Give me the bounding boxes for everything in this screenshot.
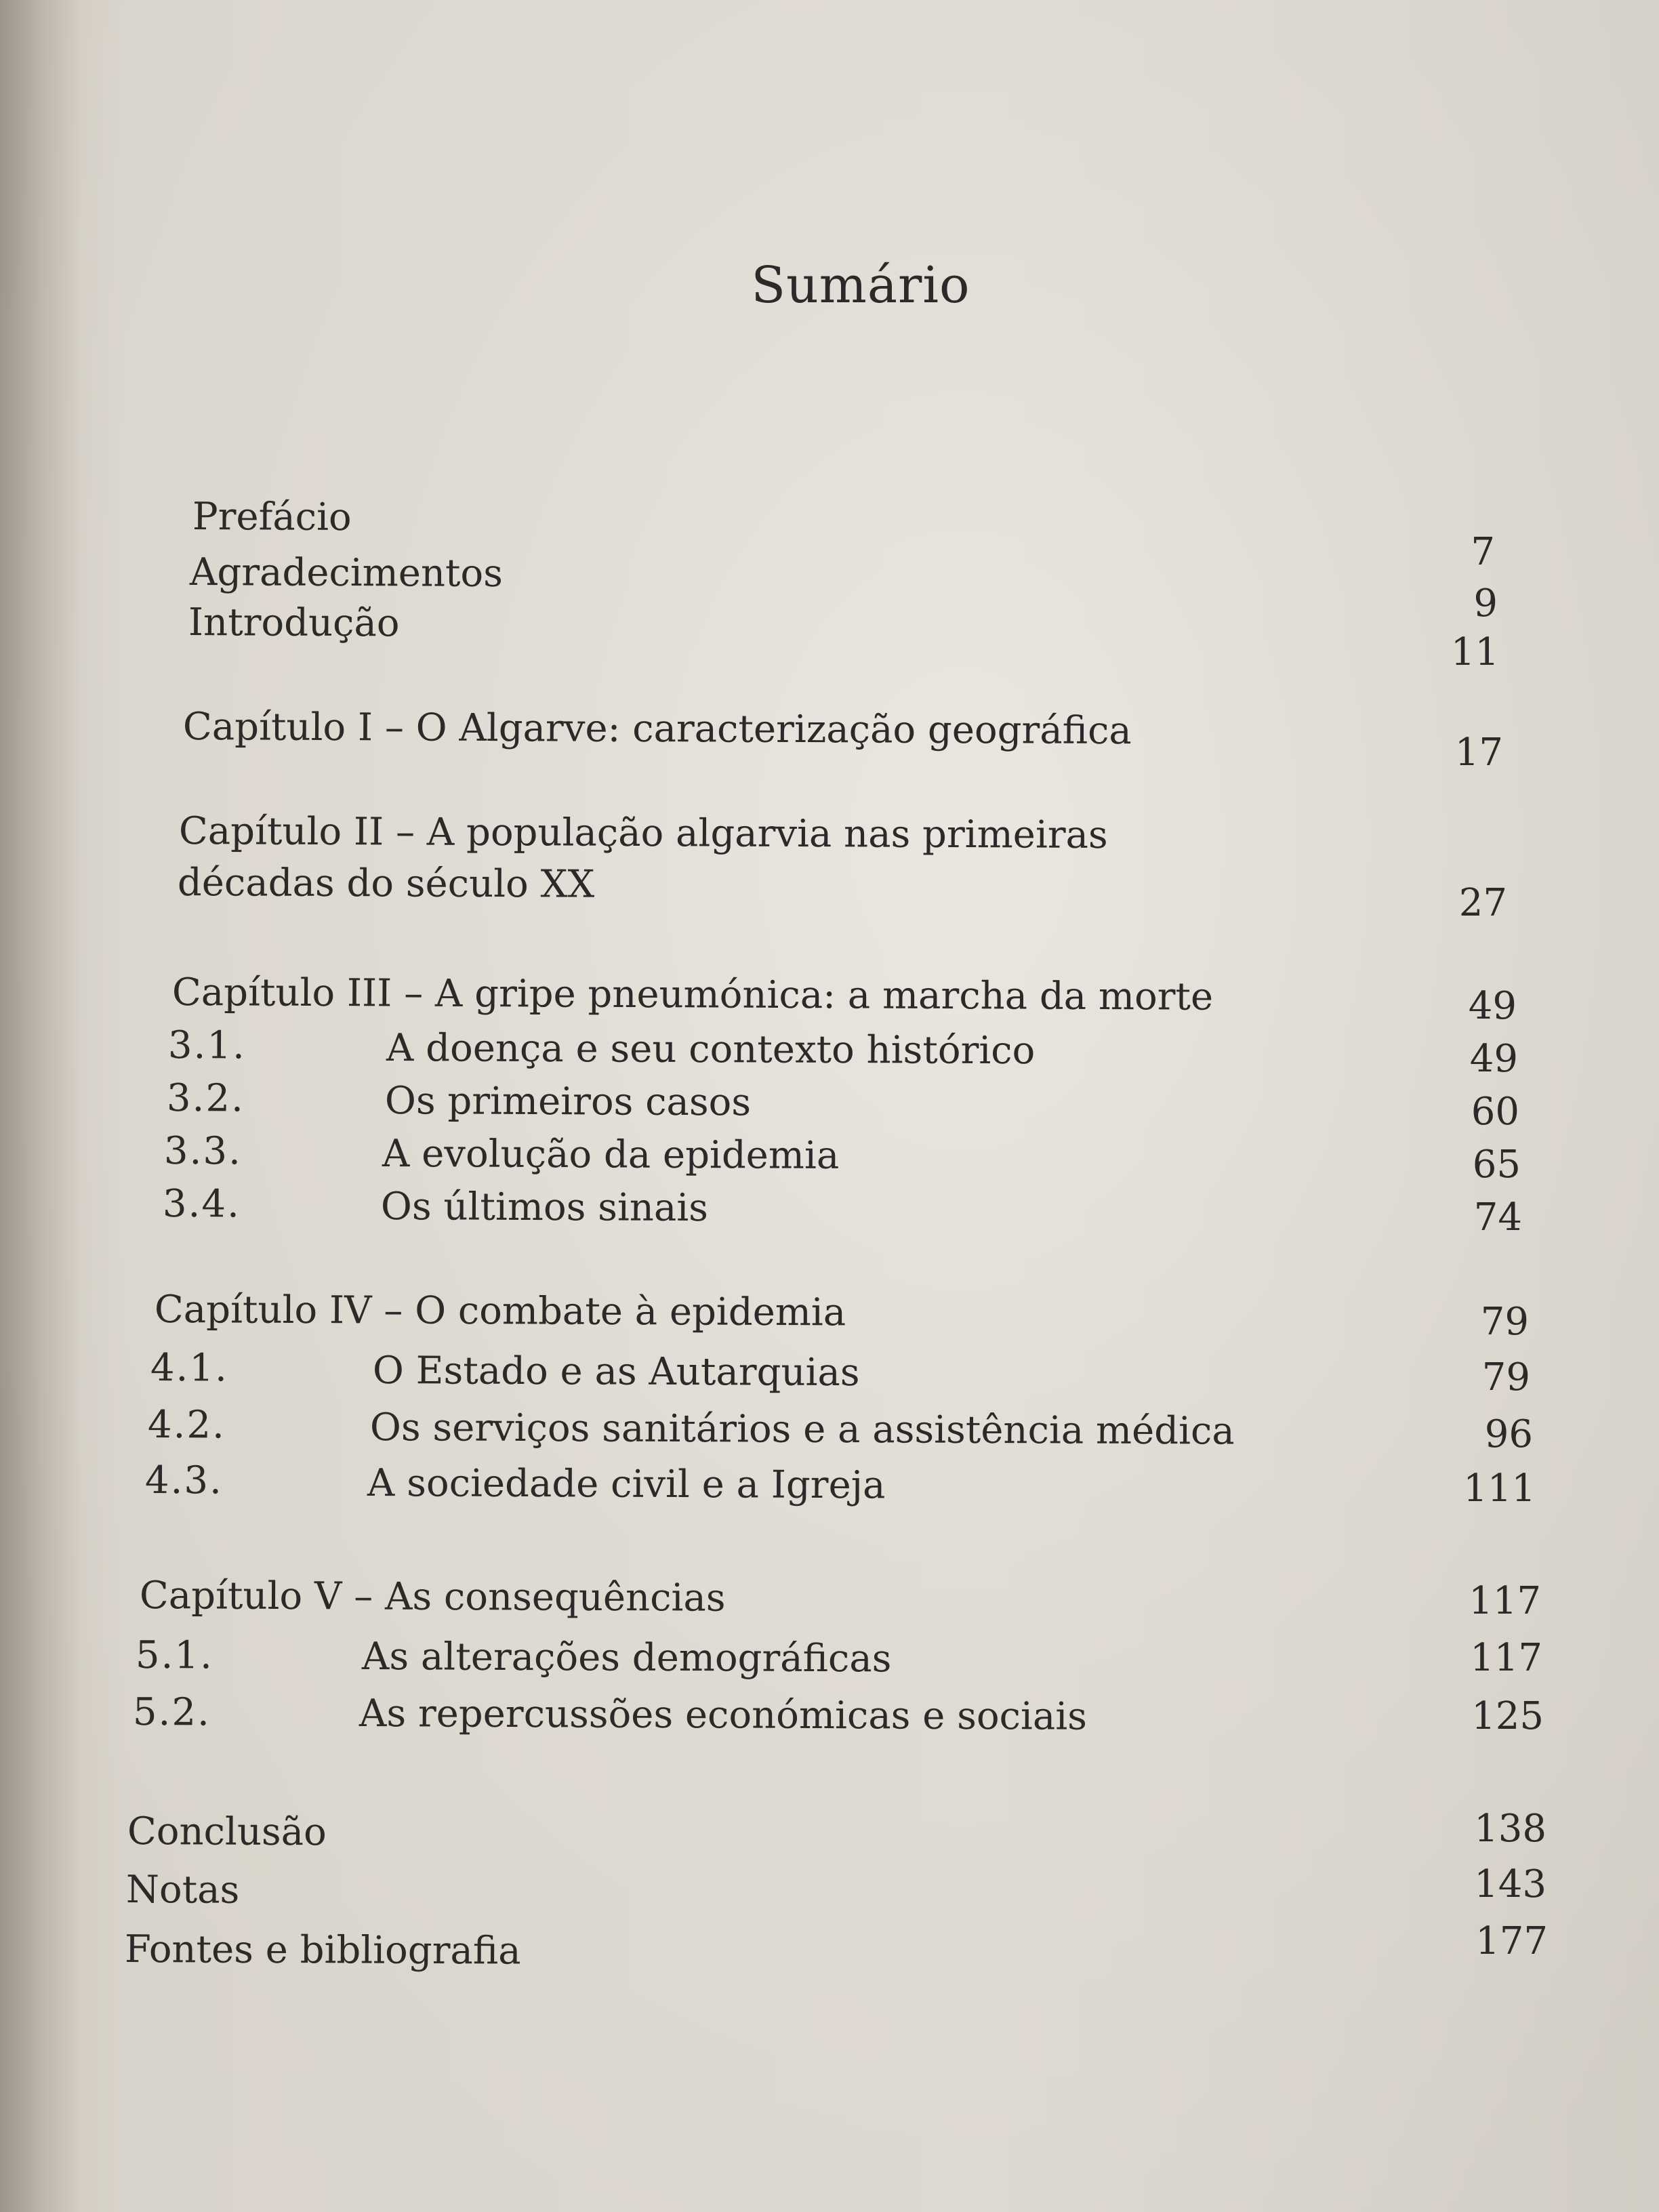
toc-page-number: 49	[1469, 1037, 1518, 1081]
section-title: As repercussões económicas e sociais	[359, 1692, 1088, 1739]
toc-entry-label: Agradecimentos	[189, 550, 504, 596]
section-number: 3.1.	[167, 1023, 247, 1068]
page-title: Sumário	[751, 256, 970, 314]
chapter-title-continued: décadas do século XX	[177, 861, 595, 907]
toc-entry-label: Notas	[125, 1868, 240, 1912]
toc-entry-label: Conclusão	[127, 1809, 327, 1855]
toc-page-number: 9	[1473, 581, 1498, 626]
section-title: Os primeiros casos	[384, 1079, 752, 1125]
section-number: 5.1.	[135, 1633, 214, 1678]
section-title: A evolução da epidemia	[382, 1132, 840, 1178]
section-title: Os últimos sinais	[380, 1185, 709, 1231]
toc-page-number: 74	[1473, 1195, 1522, 1240]
toc-page-number: 177	[1475, 1919, 1548, 1963]
toc-page-number: 96	[1484, 1412, 1533, 1456]
toc-page-number: 65	[1472, 1143, 1521, 1187]
chapter-title: Capítulo II – A população algarvia nas primeiras	[178, 809, 1108, 857]
section-number: 4.2.	[147, 1403, 226, 1448]
toc-page-number: 79	[1481, 1355, 1530, 1399]
toc-page-number: 27	[1458, 881, 1507, 925]
toc-page-number: 79	[1480, 1300, 1529, 1344]
chapter-title: Capítulo III – A gripe pneumónica: a marcha da morte	[171, 970, 1214, 1019]
section-number: 4.1.	[150, 1346, 229, 1391]
section-number: 3.3.	[163, 1129, 243, 1174]
chapter-title: Capítulo V – As consequências	[139, 1574, 726, 1620]
toc-page-number: 60	[1471, 1090, 1519, 1134]
toc-entry-label: Introdução	[188, 600, 400, 646]
toc-page-number: 49	[1468, 984, 1517, 1028]
toc-page-number: 111	[1463, 1467, 1536, 1511]
toc-page-number: 143	[1474, 1862, 1547, 1906]
section-number: 5.2.	[132, 1690, 211, 1735]
toc-entry-label: Prefácio	[192, 495, 352, 540]
chapter-title: Capítulo IV – O combate à epidemia	[154, 1288, 846, 1335]
section-title: A sociedade civil e a Igreja	[367, 1461, 886, 1508]
toc-page-number: 7	[1471, 530, 1495, 574]
toc-page-number: 117	[1470, 1636, 1542, 1680]
chapter-title: Capítulo I – O Algarve: caracterização geográfica	[182, 705, 1132, 754]
toc-page-number: 125	[1471, 1694, 1544, 1738]
section-number: 4.3.	[144, 1458, 224, 1503]
section-title: As alterações demográficas	[361, 1635, 892, 1681]
toc-page-number: 117	[1469, 1579, 1541, 1623]
section-title: Os serviços sanitários e a assistência médica	[369, 1406, 1235, 1454]
toc-page-number: 17	[1454, 731, 1503, 775]
section-number: 3.4.	[162, 1182, 241, 1227]
toc-page-number: 11	[1450, 630, 1499, 674]
section-title: O Estado e as Autarquias	[372, 1349, 860, 1395]
toc-entry-label: Fontes e bibliografia	[124, 1927, 521, 1973]
section-number: 3.2.	[166, 1076, 245, 1121]
toc-page-number: 138	[1474, 1807, 1547, 1851]
section-title: A doença e seu contexto histórico	[386, 1026, 1036, 1073]
